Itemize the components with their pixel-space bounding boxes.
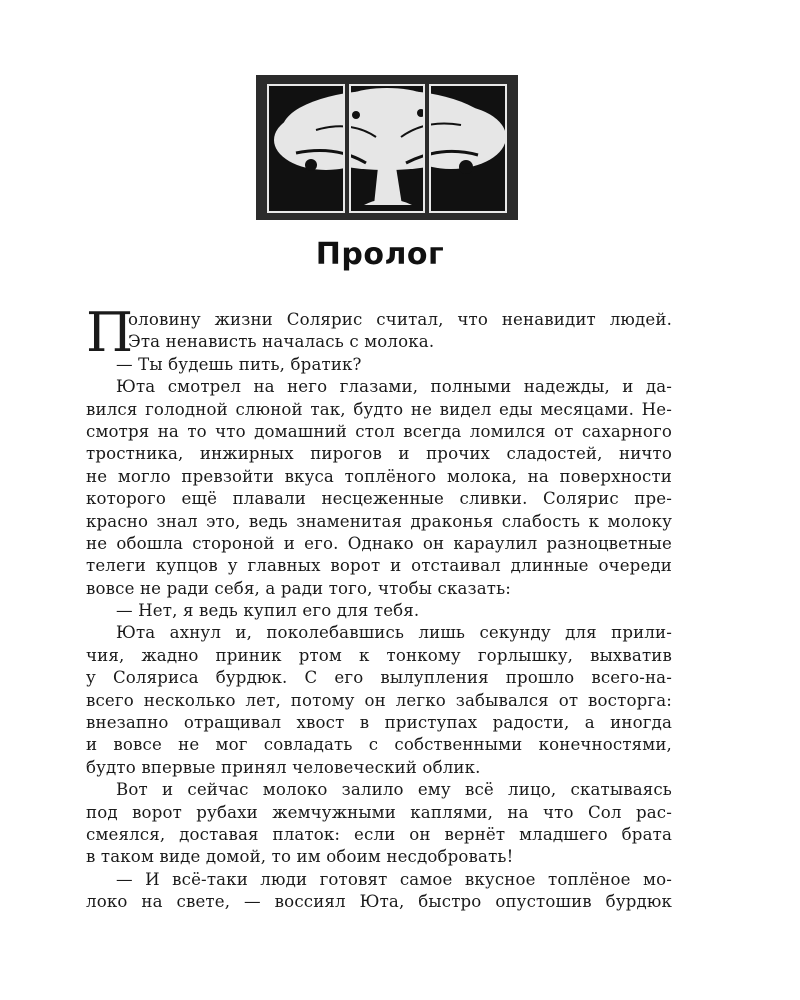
tree-icon — [256, 75, 518, 220]
text-line: красно знал это, ведь знаменитая драконья слабость к молоку — [86, 511, 672, 531]
text-line: которого ещё плавали несцеженные сливки. Солярис пре- — [86, 489, 672, 509]
text-line: Эта ненависть началась с молока. — [128, 332, 435, 352]
text-line: оловину жизни Солярис считал, что ненавидит людей. — [128, 310, 672, 329]
text-line: смотря на то что домашний стол всегда ломился от сахарного — [86, 421, 672, 441]
text-line: под ворот рубахи жемчужными каплями, на что Сол рас- — [86, 802, 672, 822]
text-line: — Ты будешь пить, братик? — [116, 354, 362, 374]
text-line: смеялся, доставая платок: если он вернёт младшего брата — [86, 824, 672, 844]
text-line: и вовсе не мог совладать с собственными конечностями, — [86, 735, 672, 755]
text-line: у Соляриса бурдюк. С его вылупления прошло всего-на- — [86, 668, 672, 688]
text-line: — Нет, я ведь купил его для тебя. — [116, 601, 420, 621]
text-line: будто впервые принял человеческий облик. — [86, 757, 481, 777]
text-line: в таком виде домой, то им обоим несдобровать! — [86, 847, 514, 867]
text-line: локо на свете, — воссиял Юта, быстро опустошив бурдюк — [86, 892, 672, 912]
text-line: вился голодной слюной так, будто не видел еды месяцами. Не- — [86, 399, 672, 419]
chapter-body-text — [86, 301, 672, 914]
text-line: не могло превзойти вкуса топлёного молока, на поверхности — [86, 466, 672, 486]
chapter-emblem-tree-triptych — [256, 75, 518, 220]
text-line: внезапно отращивал хвост в приступах радости, а иногда — [86, 713, 672, 733]
text-line: — И всё-таки люди готовят самое вкусное топлёное мо- — [116, 869, 672, 889]
text-line: телеги купцов у главных ворот и отстаивал длинные очереди — [86, 556, 672, 576]
text-line: чия, жадно приник ртом к тонкому горлышку, выхватив — [86, 645, 672, 665]
text-line: Юта ахнул и, поколебавшись лишь секунду для прили- — [116, 623, 672, 643]
text-line: всего несколько лет, потому он легко забывался от восторга: — [86, 690, 672, 710]
chapter-title: Пролог — [315, 237, 445, 272]
drop-cap: П — [86, 301, 134, 364]
text-line: Юта смотрел на него глазами, полными надежды, и да- — [116, 377, 672, 397]
text-line: не обошла стороной и его. Однако он караулил разноцветные — [86, 533, 672, 553]
text-line: тростника, инжирных пирогов и прочих сладостей, ничто — [86, 444, 672, 464]
text-line: вовсе не ради себя, а ради того, чтобы сказать: — [86, 578, 512, 598]
text-line: Вот и сейчас молоко залило ему всё лицо, скатываясь — [116, 780, 672, 800]
